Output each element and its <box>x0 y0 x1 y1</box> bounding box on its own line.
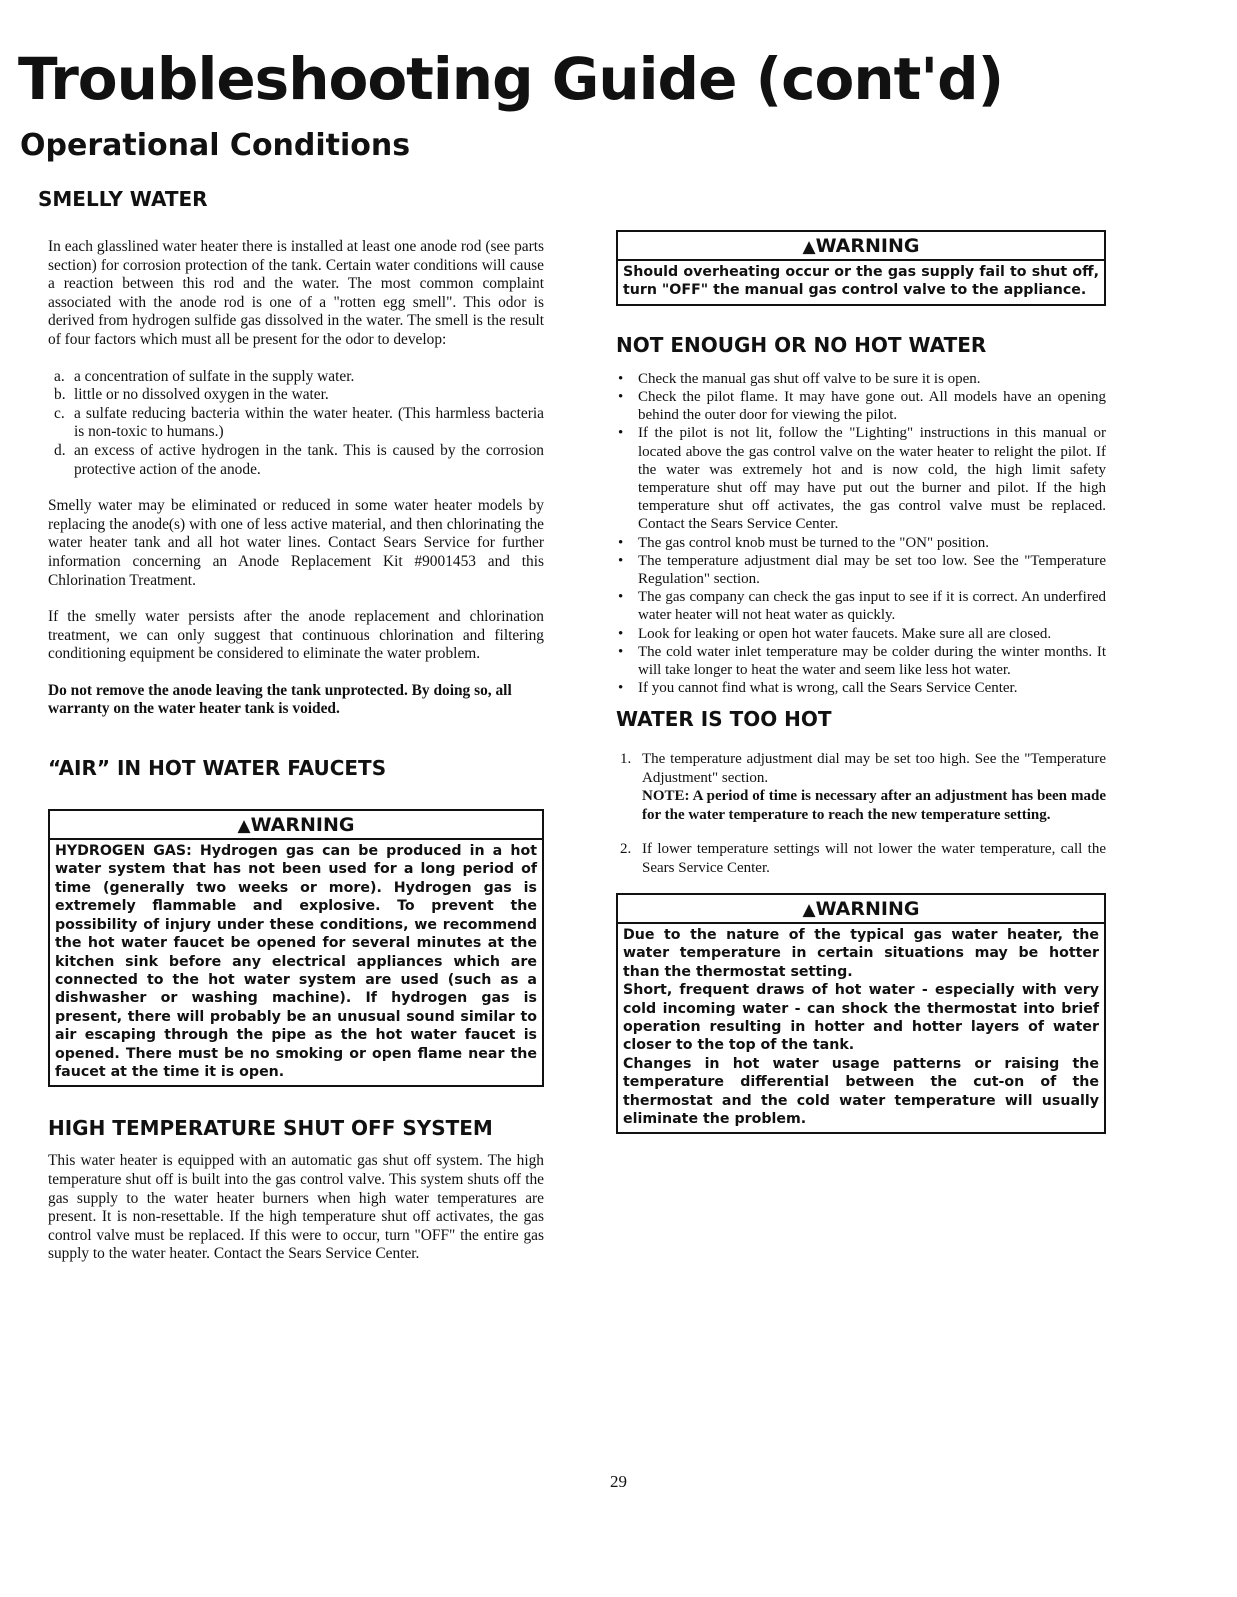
list-item: • The temperature adjustment dial may be set too low. See the "Temperature Regulation" section. <box>618 552 1106 588</box>
adjustment-note: NOTE: A period of time is necessary after an adjustment has been made for the water temperature to reach the new temperature setting. <box>642 788 1106 823</box>
list-item: • Check the manual gas shut off valve to be sure it is open. <box>618 370 981 387</box>
air-faucets-heading: “AIR” IN HOT WATER FAUCETS <box>48 756 387 781</box>
hydrogen-warning-box <box>48 809 544 1087</box>
hot-water-warning-text-2: Short, frequent draws of hot water - especially with very cold incoming water - can shock the thermostat into brief operation resulting in hotter and hotter layers of water closer to the top of the tank. <box>623 982 1099 1054</box>
list-item: c. a sulfate reducing bacteria within the water heater. (This harmless bacteria is non-toxic to humans.) <box>54 404 544 441</box>
warning-triangle-icon: ▲ <box>802 899 816 920</box>
not-enough-heading: NOT ENOUGH OR NO HOT WATER <box>616 332 987 357</box>
warning-triangle-icon: ▲ <box>802 237 816 257</box>
left-column <box>38 187 544 1264</box>
warning-header <box>618 234 1104 261</box>
hot-water-warning-text-1: Due to the nature of the typical gas water heater, the water temperature in certain situations may be hotter than the thermostat setting. <box>623 926 1099 980</box>
list-item: • Look for leaking or open hot water faucets. Make sure all are closed. <box>618 625 1052 642</box>
list-item: • Check the pilot flame. It may have gone out. All models have an opening behind the outer door for viewing the pilot. <box>618 389 1106 424</box>
too-hot-item-2: If lower temperature settings will not lower the water temperature, call the Sears Service Center. <box>642 841 1106 876</box>
overheating-warning-text: Should overheating occur or the gas supply fail to shut off, turn "OFF" the manual gas control valve to the appliance. <box>623 264 1099 299</box>
page-title: Troubleshooting Guide (cont'd) <box>18 45 1004 113</box>
list-item: b. little or no dissolved oxygen in the water. <box>54 386 329 404</box>
hot-water-warning-text-3: Changes in hot water usage patterns or raising the temperature differential between the cut-on of the thermostat and the cold water temperature will usually eliminate the problem. <box>623 1055 1099 1127</box>
warning-label: WARNING <box>815 897 920 920</box>
list-item: a. a concentration of sulfate in the supply water. <box>54 367 355 385</box>
list-item: d. an excess of active hydrogen in the tank. This is caused by the corrosion protective action of the anode. <box>54 441 544 478</box>
list-item: • If the pilot is not lit, follow the "Lighting" instructions in this manual or located above the gas control valve on the water heater to relight the pilot. If the water was extremely hot and is now cold, the high limit safety temperature shut off may have put out the burner and pilot. If the high temperature shut off activates, the gas control valve must be replaced. Contact the Sears Service Center. <box>618 425 1106 533</box>
too-hot-list <box>620 750 1106 876</box>
warning-triangle-icon: ▲ <box>237 816 251 837</box>
list-item: • The cold water inlet temperature may be colder during the winter months. It will take longer to heat the water and seem like less hot water. <box>618 643 1106 679</box>
too-hot-item-1: The temperature adjustment dial may be set too high. See the "Temperature Adjustment" section. <box>642 751 1106 786</box>
smelly-water-paragraph-2: Smelly water may be eliminated or reduced in some water heater models by replacing the anode(s) with one of less active material, and then chlorinating the water heater tank and all hot water lines. Contact Sears Service for further information concerning an Anode Replacement Kit #9001453 and this Chlorination Treatment. <box>48 497 544 589</box>
warning-header <box>50 813 542 840</box>
right-column <box>616 230 1106 1134</box>
overheating-warning-box <box>616 230 1106 306</box>
smelly-water-heading: SMELLY WATER <box>38 187 208 211</box>
high-temp-text: This water heater is equipped with an automatic gas shut off system. The high temperature shut off is built into the gas control valve. This system shuts off the gas supply to the water heater burners when high water temperatures are present. It is non-resettable. If the high temperature shut off activates, the gas control valve must be replaced. If this were to occur, turn "OFF" the entire gas supply to the water heater. Contact the Sears Service Center. <box>48 1152 544 1263</box>
high-temp-heading: HIGH TEMPERATURE SHUT OFF SYSTEM <box>48 1116 493 1141</box>
warning-label: WARNING <box>815 235 920 257</box>
warning-label: WARNING <box>250 814 355 837</box>
not-enough-list <box>616 370 1106 698</box>
anode-warning-text: Do not remove the anode leaving the tank unprotected. By doing so, all warranty on the water heater tank is voided. <box>48 681 512 718</box>
smelly-water-factor-list <box>54 368 544 480</box>
hot-water-warning-box <box>616 893 1106 1134</box>
list-item: 1. The temperature adjustment dial may be set too high. See the "Temperature Adjustment" section. NOTE: A period of time is necessary after an adjustment has been made for the water temperature to reach the new temperature setting. <box>620 751 1106 823</box>
smelly-water-paragraph-3: If the smelly water persists after the anode replacement and chlorination treatment, we can only suggest that continuous chlorination and filtering conditioning equipment be considered to eliminate the water problem. <box>48 608 544 663</box>
hydrogen-warning-text: HYDROGEN GAS: Hydrogen gas can be produced in a hot water system that has not been used for a long period of time (generally two weeks or more). Hydrogen gas is extremely flammable and explosive. To prevent the possibility of injury under these conditions, we recommend the hot water faucet be opened for several minutes at the kitchen sink before any electrical appliances which are connected to the hot water system are used (such as a dishwasher or washing machine). If hydrogen gas is present, there will probably be an unusual sound similar to air escaping through the pipe as the hot water faucet is opened. There must be no smoking or open flame near the faucet at the time it is open. <box>55 843 537 1080</box>
list-item: • The gas company can check the gas input to see if it is correct. An underfired water heater will not heat water as quickly. <box>618 589 1106 624</box>
list-item: • The gas control knob must be turned to the "ON" position. <box>618 534 989 551</box>
too-hot-heading: WATER IS TOO HOT <box>616 707 832 732</box>
smelly-water-intro: In each glasslined water heater there is installed at least one anode rod (see parts section) for corrosion protection of the tank. Certain water conditions will cause a reaction between this rod and the water. The most common complaint associated with the anode rod is one of a "rotten egg smell". This odor is derived from hydrogen sulfide gas dissolved in the water. The smell is the result of four factors which must all be present for the odor to develop: <box>48 238 544 348</box>
page-number: 29 <box>610 1472 627 1491</box>
warning-header <box>618 897 1104 924</box>
list-item: 2. If lower temperature settings will not lower the water temperature, call the Sears Service Center. <box>620 841 1106 876</box>
page-subtitle: Operational Conditions <box>20 128 411 163</box>
list-item: • If you cannot find what is wrong, call the Sears Service Center. <box>618 680 1018 697</box>
